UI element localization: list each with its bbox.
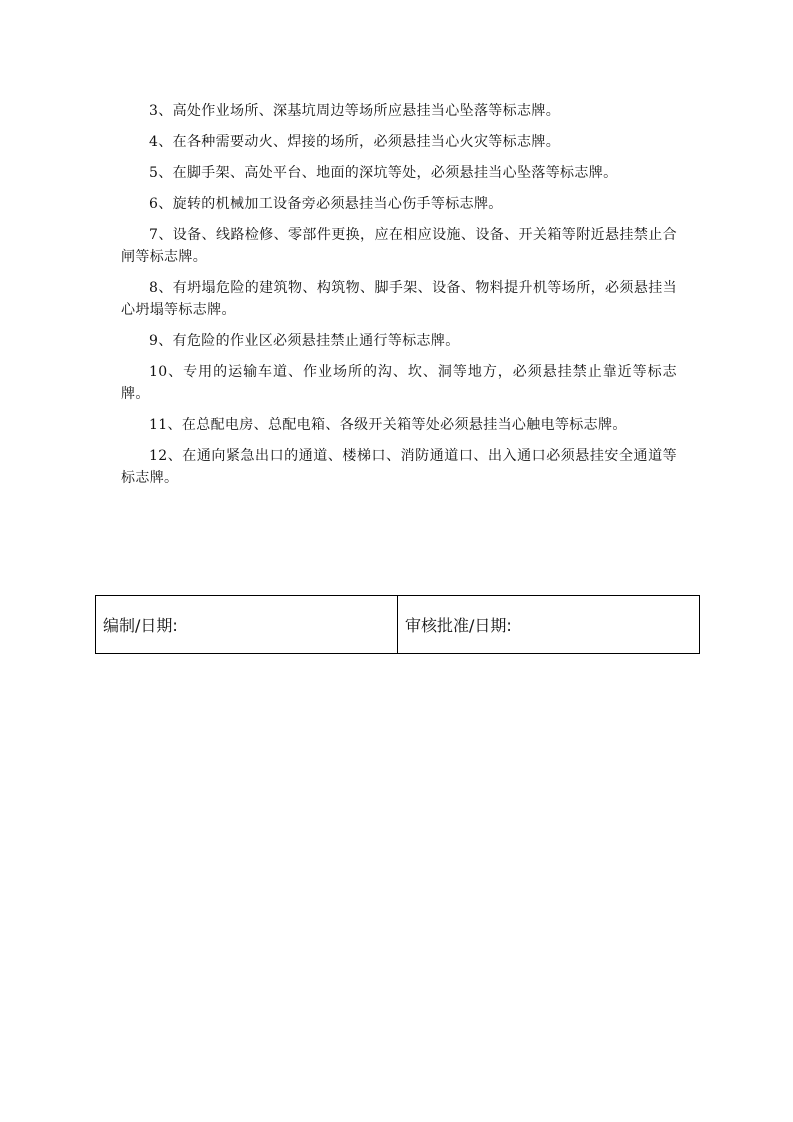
prepared-date-cell: 编制/日期: bbox=[96, 596, 398, 654]
list-item: 12、在通向紧急出口的通道、楼梯口、消防通道口、出入通口必须悬挂安全通道等标志牌。 bbox=[121, 448, 677, 486]
list-item: 6、旋转的机械加工设备旁必须悬挂当心伤手等标志牌。 bbox=[149, 196, 503, 212]
list-item: 5、在脚手架、高处平台、地面的深坑等处，必须悬挂当心坠落等标志牌。 bbox=[149, 165, 618, 181]
approved-date-cell: 审核批准/日期: bbox=[398, 596, 700, 654]
list-item: 10、专用的运输车道、作业场所的沟、坎、洞等地方，必须悬挂禁止靠近等标志牌。 bbox=[121, 364, 677, 402]
list-item: 11、在总配电房、总配电箱、各级开关箱等处必须悬挂当心触电等标志牌。 bbox=[149, 417, 627, 433]
signature-table bbox=[95, 595, 700, 654]
signature-row bbox=[96, 596, 700, 654]
list-item: 8、有坍塌危险的建筑物、构筑物、脚手架、设备、物料提升机等场所，必须悬挂当心坍塌等标志牌。 bbox=[121, 280, 677, 318]
list-item: 3、高处作业场所、深基坑周边等场所应悬挂当心坠落等标志牌。 bbox=[149, 103, 561, 119]
list-item: 9、有危险的作业区必须悬挂禁止通行等标志牌。 bbox=[149, 333, 460, 349]
list-item: 4、在各种需要动火、焊接的场所，必须悬挂当心火灾等标志牌。 bbox=[149, 134, 561, 150]
document-body bbox=[121, 100, 677, 498]
list-item: 7、设备、线路检修、零部件更换，应在相应设施、设备、开关箱等附近悬挂禁止合闸等标志牌。 bbox=[121, 227, 677, 265]
